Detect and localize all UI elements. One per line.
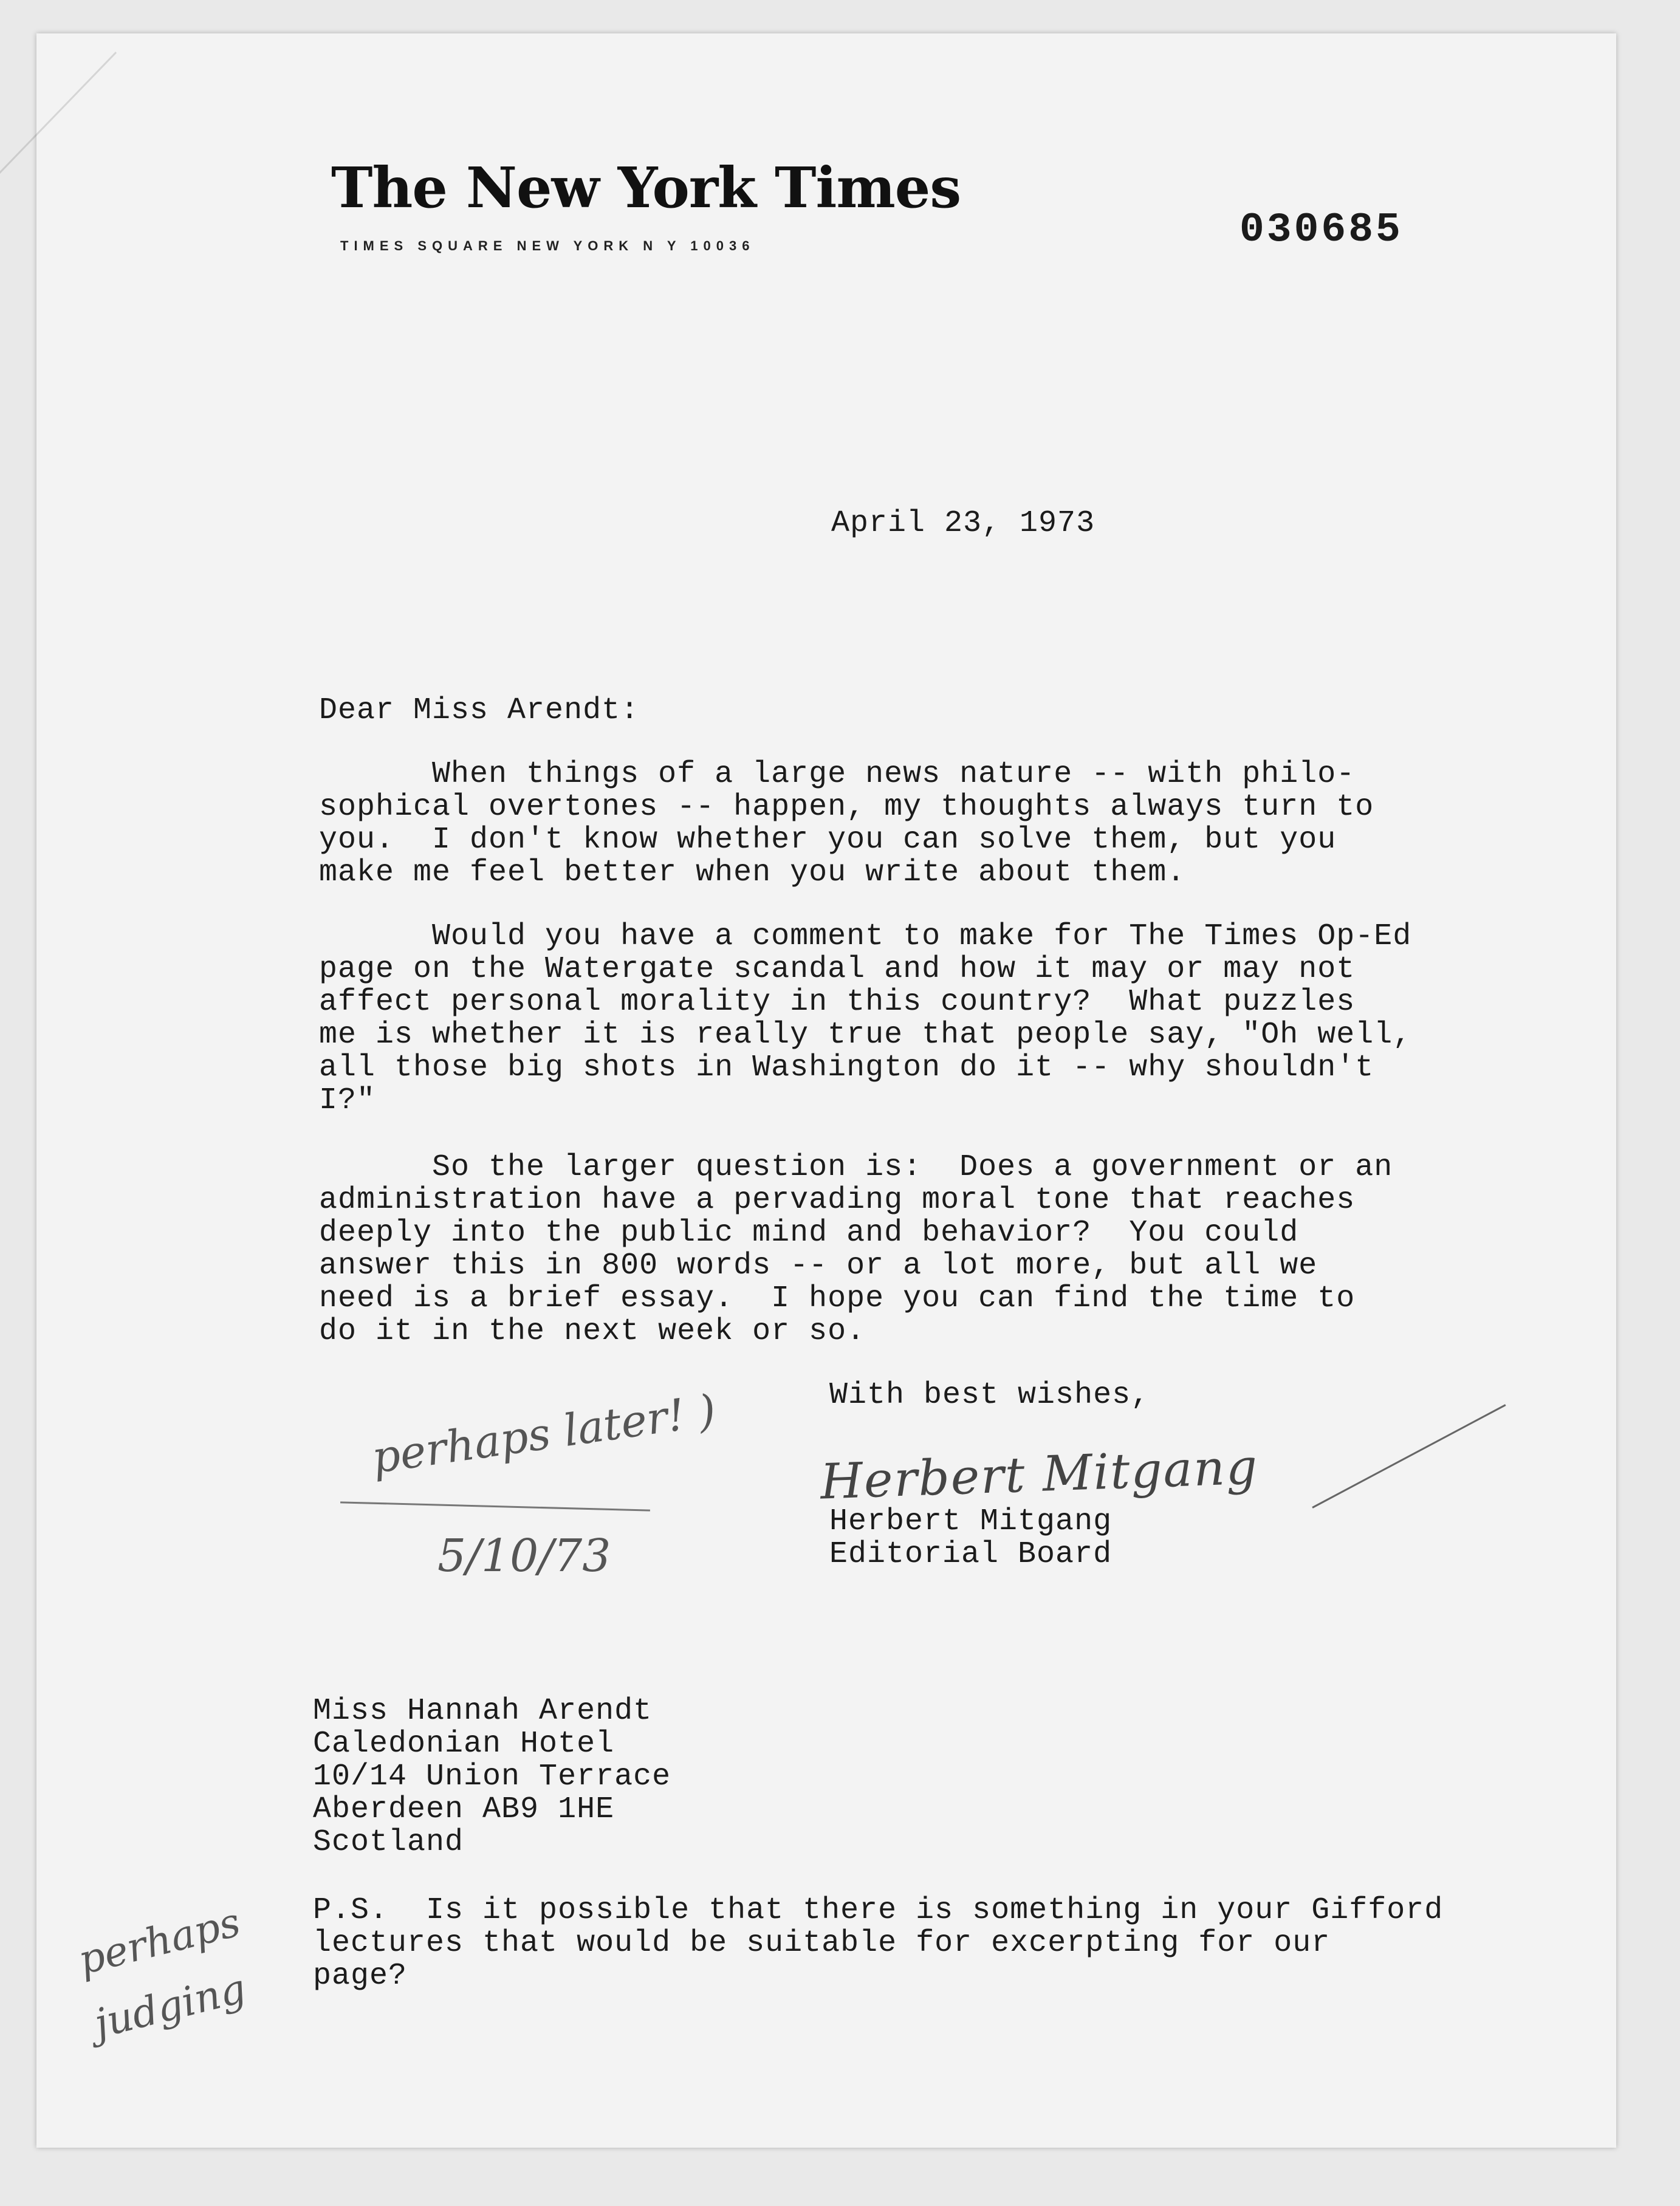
handwritten-margin-note: perhaps judging <box>74 1899 251 2048</box>
signer-title: Editorial Board <box>829 1537 1113 1572</box>
handwritten-note-perhaps-later: perhaps later! ) <box>368 1384 719 1484</box>
masthead-logo: The New York Times <box>331 155 961 221</box>
signer-name: Herbert Mitgang <box>829 1504 1113 1539</box>
handwritten-signature: Herbert Mitgang <box>819 1438 1260 1510</box>
closing: With best wishes, <box>829 1378 1150 1413</box>
body-paragraph-1: When things of a large news nature -- with philo- sophical overtones -- happen, my thoughts always turn to you. I don't know whether you can solve them, but you make me feel better when you write about them. <box>319 757 1374 890</box>
body-paragraph-3: So the larger question is: Does a government or an administration have a pervading moral tone that reaches deeply into the public mind and behavior? You could answer this in 800 words -- or a lot more, but all we need is a brief essay. I hope you can find the time to do it in the next week or so. <box>319 1150 1393 1349</box>
recipient-address: Miss Hannah Arendt Caledonian Hotel 10/14 Union Terrace Aberdeen AB9 1HE Scotland <box>313 1694 671 1860</box>
letter-date: April 23, 1973 <box>831 506 1095 541</box>
letterhead-address: TIMES SQUARE NEW YORK N Y 10036 <box>340 238 755 253</box>
body-paragraph-2: Would you have a comment to make for The Times Op-Ed page on the Watergate scandal and how it may or may not affect personal morality in this country? What puzzles me is whether it is really true that people say, "Oh well, all those big shots in Washington do it -- why shouldn't I?" <box>319 919 1412 1118</box>
document-number: 030685 <box>1239 207 1403 253</box>
fold-line <box>0 52 117 394</box>
handwritten-note-date: 5/10/73 <box>437 1530 611 1582</box>
salutation: Dear Miss Arendt: <box>319 693 640 728</box>
postscript: P.S. Is it possible that there is something in your Gifford lectures that would be suitable for excerpting for our page? <box>313 1893 1444 1993</box>
